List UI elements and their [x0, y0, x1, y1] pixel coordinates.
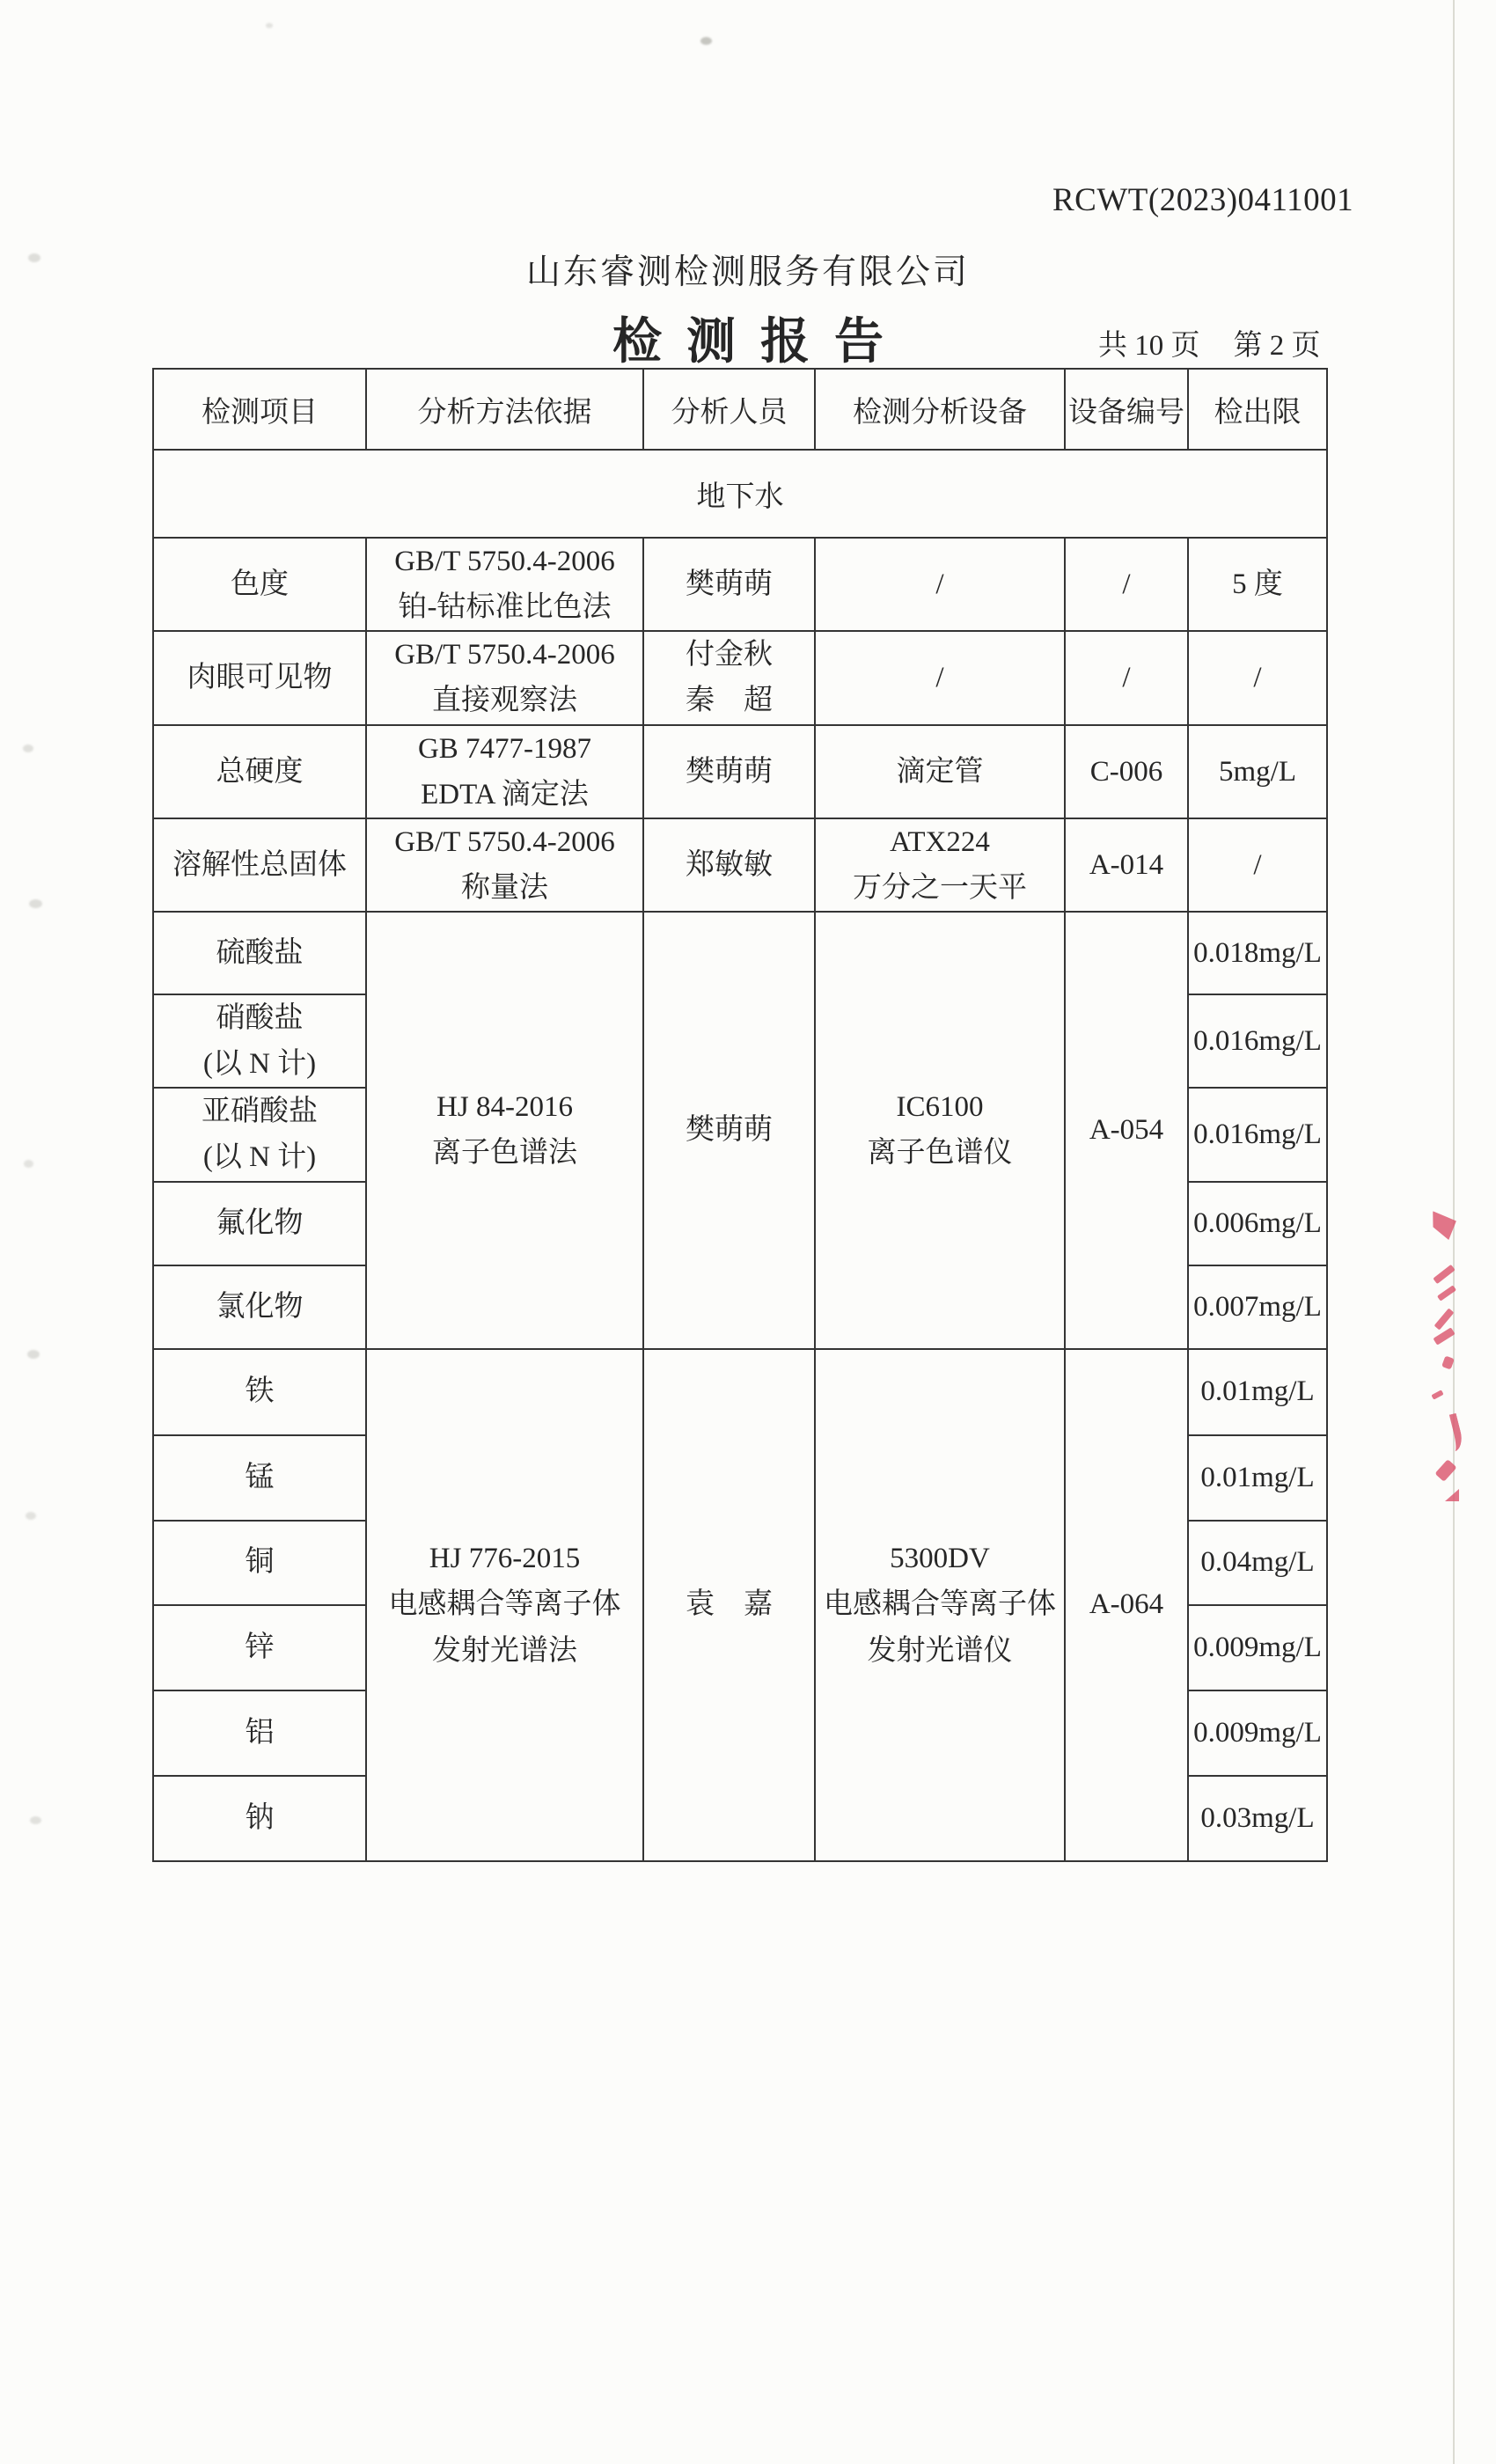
scan-speck — [700, 37, 712, 45]
scan-speck — [29, 899, 42, 908]
scan-speck — [26, 1512, 36, 1520]
column-header-equipment-no: 设备编号 — [1065, 369, 1188, 450]
equipment-cell: IC6100 离子色谱仪 — [815, 912, 1065, 1349]
equipment-no-cell: A-014 — [1065, 818, 1188, 912]
method-cell: GB 7477-1987 EDTA 滴定法 — [366, 725, 643, 818]
item-name-cell: 铁 — [153, 1349, 366, 1435]
method-cell: HJ 84-2016 离子色谱法 — [366, 912, 643, 1349]
item-name-cell: 钠 — [153, 1776, 366, 1861]
red-stamp-fragment — [1433, 1265, 1455, 1284]
test-report-table — [152, 368, 1328, 1862]
item-name-cell: 锌 — [153, 1605, 366, 1690]
equipment-cell: / — [815, 631, 1065, 724]
detection-limit-cell: 0.007mg/L — [1188, 1265, 1327, 1349]
detection-limit-cell: 0.009mg/L — [1188, 1690, 1327, 1776]
current-page-label: 第 2 页 — [1233, 330, 1321, 362]
item-name-cell: 铝 — [153, 1690, 366, 1776]
section-row — [153, 450, 1327, 538]
item-name-cell: 硝酸盐 (以 N 计) — [153, 994, 366, 1088]
detection-limit-cell: 0.018mg/L — [1188, 912, 1327, 994]
equipment-no-cell: C-006 — [1065, 725, 1188, 818]
red-stamp-fragment — [1445, 1489, 1459, 1501]
equipment-no-cell: A-064 — [1065, 1349, 1188, 1861]
detection-limit-cell: 0.006mg/L — [1188, 1182, 1327, 1265]
pagination — [1098, 322, 1321, 363]
detection-limit-cell: 0.04mg/L — [1188, 1521, 1327, 1605]
scan-speck — [24, 1160, 33, 1168]
detection-limit-cell: 0.016mg/L — [1188, 994, 1327, 1088]
table-row — [153, 1349, 1327, 1435]
scan-speck — [28, 253, 40, 262]
column-header-item: 检测项目 — [153, 369, 366, 450]
scan-speck — [27, 1350, 40, 1359]
item-name-cell: 色度 — [153, 538, 366, 631]
detection-limit-cell: 0.01mg/L — [1188, 1435, 1327, 1521]
detection-limit-cell: 5mg/L — [1188, 725, 1327, 818]
scan-speck — [23, 744, 33, 752]
analyst-cell: 付金秋 秦 超 — [643, 631, 815, 724]
red-stamp-fragment — [1433, 1327, 1455, 1345]
item-name-cell: 铜 — [153, 1521, 366, 1605]
item-name-cell: 溶解性总固体 — [153, 818, 366, 912]
equipment-cell: 滴定管 — [815, 725, 1065, 818]
table-row — [153, 538, 1327, 631]
company-name: 山东睿测检测服务有限公司 — [525, 253, 970, 291]
column-header-analyst: 分析人员 — [643, 369, 815, 450]
item-name-cell: 肉眼可见物 — [153, 631, 366, 724]
analyst-cell: 樊萌萌 — [643, 725, 815, 818]
detection-limit-cell: 0.01mg/L — [1188, 1349, 1327, 1435]
table-row — [153, 818, 1327, 912]
column-header-detection-limit: 检出限 — [1188, 369, 1327, 450]
equipment-no-cell: A-054 — [1065, 912, 1188, 1349]
column-header-equipment: 检测分析设备 — [815, 369, 1065, 450]
method-cell: GB/T 5750.4-2006 称量法 — [366, 818, 643, 912]
detection-limit-cell: / — [1188, 818, 1327, 912]
method-cell: HJ 776-2015 电感耦合等离子体 发射光谱法 — [366, 1349, 643, 1861]
table-row — [153, 725, 1327, 818]
detection-limit-cell: 0.016mg/L — [1188, 1088, 1327, 1181]
detection-limit-cell: 5 度 — [1188, 538, 1327, 631]
detection-limit-cell: 0.009mg/L — [1188, 1605, 1327, 1690]
analyst-cell: 樊萌萌 — [643, 538, 815, 631]
column-header-method: 分析方法依据 — [366, 369, 643, 450]
scan-edge-line — [1453, 0, 1455, 2464]
method-cell: GB/T 5750.4-2006 铂-钴标准比色法 — [366, 538, 643, 631]
equipment-cell: / — [815, 538, 1065, 631]
analyst-cell: 郑敏敏 — [643, 818, 815, 912]
equipment-no-cell: / — [1065, 538, 1188, 631]
red-stamp-fragment — [1434, 1308, 1455, 1330]
total-pages-label: 共 10 页 — [1098, 330, 1200, 362]
detection-limit-cell: / — [1188, 631, 1327, 724]
section-label: 地下水 — [153, 450, 1327, 538]
detection-limit-cell: 0.03mg/L — [1188, 1776, 1327, 1861]
scan-speck — [266, 23, 273, 28]
item-name-cell: 总硬度 — [153, 725, 366, 818]
red-stamp-fragment — [1435, 1413, 1464, 1455]
report-number: RCWT(2023)0411001 — [1052, 182, 1354, 218]
scan-speck — [30, 1816, 41, 1824]
analyst-cell: 樊萌萌 — [643, 912, 815, 1349]
equipment-cell: 5300DV 电感耦合等离子体 发射光谱仪 — [815, 1349, 1065, 1861]
analyst-cell: 袁 嘉 — [643, 1349, 815, 1861]
table-header-row — [153, 369, 1327, 450]
method-cell: GB/T 5750.4-2006 直接观察法 — [366, 631, 643, 724]
item-name-cell: 亚硝酸盐 (以 N 计) — [153, 1088, 366, 1181]
table-row — [153, 631, 1327, 724]
red-stamp-fragment — [1431, 1390, 1443, 1399]
report-title: 检测报告 — [612, 315, 908, 370]
item-name-cell: 氯化物 — [153, 1265, 366, 1349]
item-name-cell: 硫酸盐 — [153, 912, 366, 994]
item-name-cell: 氟化物 — [153, 1182, 366, 1265]
table-row — [153, 912, 1327, 994]
equipment-cell: ATX224 万分之一天平 — [815, 818, 1065, 912]
item-name-cell: 锰 — [153, 1435, 366, 1521]
equipment-no-cell: / — [1065, 631, 1188, 724]
